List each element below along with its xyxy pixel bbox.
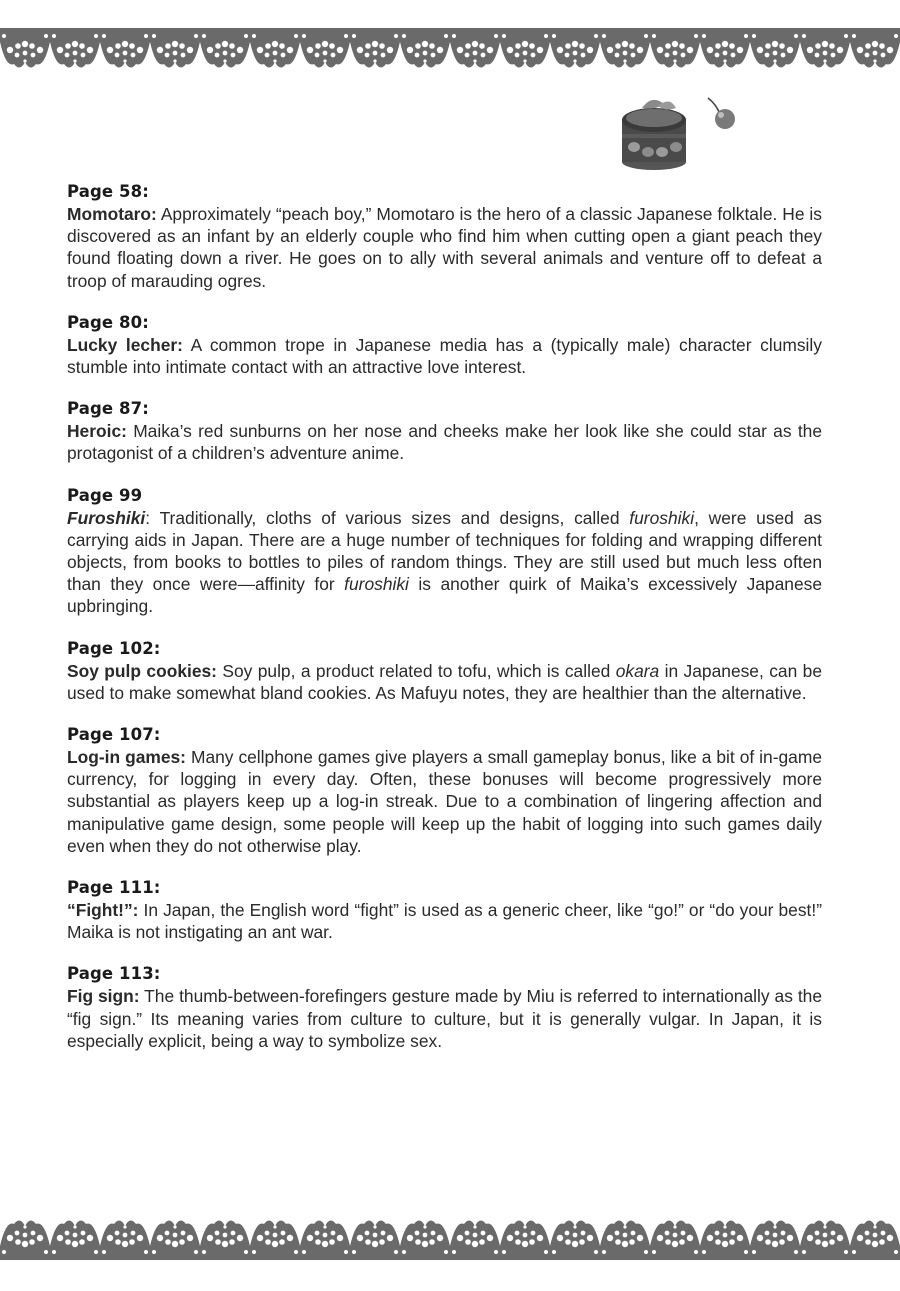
- note-page-label: Page 111:: [67, 878, 161, 898]
- note-body: [67, 746, 822, 857]
- note-text: is another quirk of Maika’s excessively Japanese upbringing.: [67, 574, 822, 617]
- note-body: [67, 334, 822, 378]
- note-text: Maika’s red sunburns on her nose and cheeks make her look like she could star as the protagonist of a children’s adventure anime.: [67, 421, 822, 464]
- note-page-label: Page 80:: [67, 312, 149, 332]
- note-page-label: Page 87:: [67, 399, 149, 419]
- note-page-label: Page 58:: [67, 182, 149, 201]
- note-body: [67, 660, 822, 704]
- note-text: A common trope in Japanese media has a (typically male) character clumsily stumble into intimate contact with an attractive love interest.: [67, 334, 822, 378]
- note-body: [67, 420, 822, 464]
- note-page-label: Page 113:: [67, 964, 161, 984]
- note-term: Soy pulp cookies:: [67, 660, 217, 681]
- note-page-87: [67, 398, 822, 464]
- note-page-58: [67, 181, 822, 292]
- note-term: Log-in games:: [67, 747, 186, 768]
- note-page-111: [67, 877, 822, 943]
- note-text: in Japanese, can be used to make somewhat bland cookies. As Mafuyu notes, they are healthier than the alternative.: [67, 660, 822, 703]
- note-page-99: [67, 485, 822, 618]
- note-page-107: [67, 724, 822, 857]
- note-term: Momotaro:: [67, 204, 157, 224]
- note-text: Soy pulp, a product related to tofu, which is called: [216, 660, 616, 681]
- note-page-label: Page 107:: [67, 725, 161, 745]
- note-body: [67, 507, 822, 618]
- note-text: Many cellphone games give players a small gameplay bonus, like a bit of in-game currency, for logging in every day. Often, these bonuses will become progressively more substantial as players keep up a log-in streak. Due to a combination of lingering affection and manipulative game design, some people will keep up the habit of logging into such games daily even when they do not otherwise play.: [67, 747, 823, 856]
- note-text-italic: furoshiki: [344, 574, 409, 595]
- note-body: [67, 203, 822, 292]
- note-text-italic: furoshiki: [629, 507, 695, 528]
- note-page-102: [67, 638, 822, 704]
- note-term: Lucky lecher:: [67, 334, 183, 355]
- lace-border-bottom: [0, 1212, 900, 1260]
- cake-icon: [612, 92, 744, 174]
- note-page-label: Page 102:: [67, 638, 161, 658]
- note-text: : Traditionally, cloths of various sizes and designs, called: [145, 507, 630, 528]
- note-term: “Fight!”:: [67, 900, 139, 921]
- note-text: The thumb-between-forefingers gesture made by Miu is referred to internationally as the “fig sign.” Its meaning varies from culture to culture, but it is generally vulgar. In Japan, it is especially explicit, being a way to symbolize sex.: [67, 986, 822, 1051]
- note-text-italic: okara: [615, 660, 660, 681]
- note-page-label: Page 99: [67, 485, 143, 505]
- glossary-notes: [67, 181, 822, 1072]
- lace-border-top: [0, 28, 900, 76]
- note-term: Fig sign:: [67, 986, 140, 1007]
- note-term: Heroic:: [67, 421, 127, 442]
- note-body: [67, 899, 822, 943]
- note-page-80: [67, 312, 822, 378]
- note-term: Furoshiki: [67, 507, 146, 528]
- note-text: , were used as carrying aids in Japan. There are a huge number of techniques for folding and wrapping different objects, from books to bottles to piles of random things. They are still used but much less often than they once were—affinity for: [67, 507, 822, 595]
- note-body: [67, 985, 822, 1052]
- note-text: Approximately “peach boy,” Momotaro is the hero of a classic Japanese folktale. He is discovered as an infant by an elderly couple who find him when cutting open a giant peach they found floating down a river. He goes on to ally with several animals and venture off to defeat a troop of marauding ogres.: [67, 204, 822, 291]
- note-text: In Japan, the English word “fight” is used as a generic cheer, like “go!” or “do your best!” Maika is not instigating an ant war.: [67, 900, 822, 943]
- note-page-113: [67, 963, 822, 1052]
